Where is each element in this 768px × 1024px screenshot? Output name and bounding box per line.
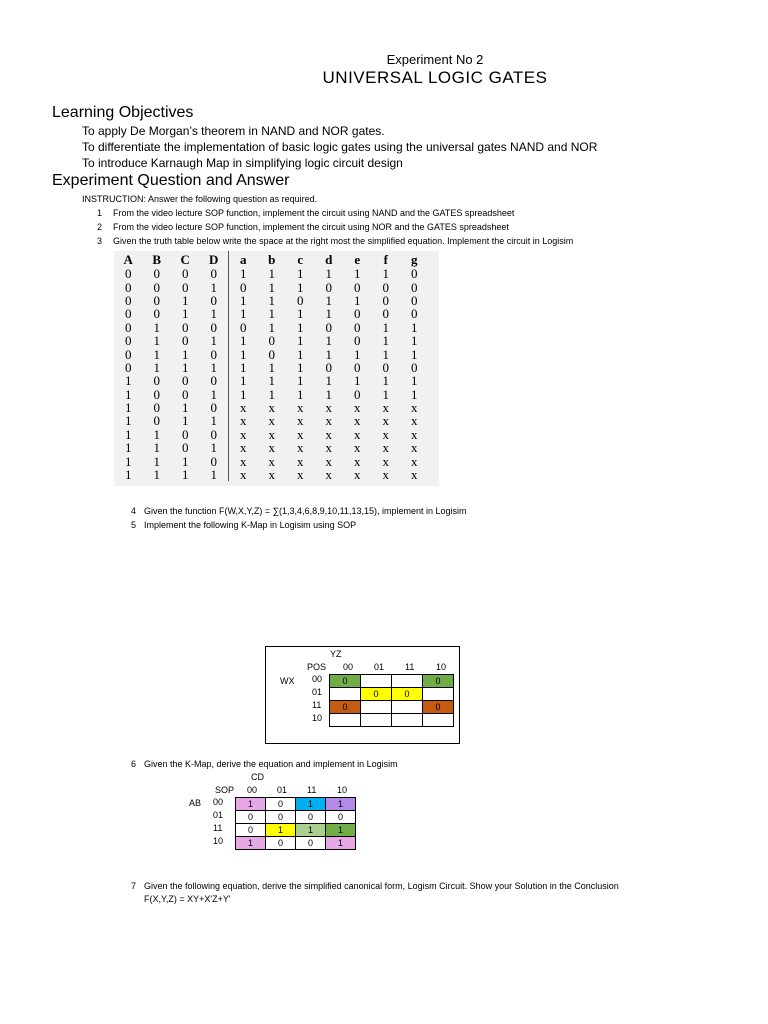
- truth-table-cell: 1: [354, 266, 361, 282]
- truth-table-cell: 1: [229, 294, 258, 307]
- truth-table-cell: 1: [210, 413, 217, 429]
- truth-table-cell: 1: [125, 467, 132, 483]
- table-row: [114, 280, 429, 293]
- truth-table-cell: 1: [382, 386, 389, 402]
- truth-table-header: A: [123, 251, 133, 267]
- question-text: From the video lecture SOP function, implement the circuit using NOR and the GATES spreadsheet: [113, 222, 509, 232]
- truth-table-cell: 0: [382, 359, 389, 375]
- truth-table-header: D: [209, 251, 219, 267]
- truth-table-cell: x: [354, 413, 361, 429]
- kmap-cell: [422, 713, 454, 727]
- kmap-cell: [329, 687, 361, 701]
- truth-table-cell: 1: [411, 333, 418, 349]
- truth-table-cell: 0: [125, 359, 132, 375]
- kmap-cell: 1: [325, 797, 356, 811]
- kmap-cell: [422, 687, 454, 701]
- kmap-cell: 0: [422, 674, 454, 688]
- truth-table-cell: x: [354, 453, 361, 469]
- objective-item: To introduce Karnaugh Map in simplifying logic circuit design: [82, 156, 403, 170]
- truth-table-cell: 1: [182, 467, 189, 483]
- truth-table-header: B: [152, 251, 162, 267]
- truth-table-cell: 1: [354, 292, 361, 308]
- table-row: [114, 334, 429, 347]
- truth-table-cell: 0: [125, 333, 132, 349]
- kmap-cell: 0: [422, 700, 454, 714]
- truth-table-cell: 1: [268, 319, 275, 335]
- truth-table-cell: 0: [210, 426, 217, 442]
- experiment-number: Experiment No 2: [386, 52, 484, 67]
- truth-table-cell: 1: [182, 306, 189, 322]
- truth-table-cell: 0: [411, 359, 418, 375]
- truth-table-cell: 0: [325, 359, 332, 375]
- truth-table-cell: 1: [268, 306, 275, 322]
- truth-table-header: C: [180, 251, 190, 267]
- table-row: [114, 347, 429, 360]
- truth-table-cell: 1: [210, 359, 217, 375]
- truth-table-cell: x: [268, 400, 275, 416]
- kmap-cell: [360, 700, 392, 714]
- question-text: From the video lecture SOP function, implement the circuit using NAND and the GATES spreadsheet: [113, 208, 515, 218]
- question-number: 2: [96, 222, 102, 232]
- truth-table-cell: 0: [210, 373, 217, 389]
- truth-table-cell: 0: [125, 266, 132, 282]
- truth-table-cell: 0: [210, 319, 217, 335]
- truth-table-cell: 1: [354, 373, 361, 389]
- truth-table-cell: 0: [153, 292, 160, 308]
- truth-table-header: b: [268, 251, 276, 267]
- truth-table-cell: 1: [297, 359, 304, 375]
- kmap-cell: 1: [235, 797, 266, 811]
- truth-table-cell: 1: [210, 279, 217, 295]
- truth-table-cell: 1: [382, 373, 389, 389]
- truth-table-cell: x: [382, 467, 389, 483]
- kmap-cell: 0: [329, 674, 361, 688]
- truth-table-cell: x: [354, 467, 361, 483]
- table-row: [114, 414, 429, 427]
- truth-table-cell: 1: [125, 386, 132, 402]
- truth-table-cell: x: [354, 426, 361, 442]
- truth-table-cell: 1: [229, 361, 258, 374]
- truth-table-cell: 1: [182, 292, 189, 308]
- kmap-corner: SOP: [215, 785, 235, 795]
- truth-table-cell: x: [411, 413, 418, 429]
- truth-table-cell: 1: [325, 346, 332, 362]
- truth-table-cell: 0: [354, 319, 361, 335]
- truth-table-cell: 0: [153, 413, 160, 429]
- truth-table-cell: x: [297, 467, 304, 483]
- kmap-cell: 0: [391, 687, 423, 701]
- truth-table-header: e: [354, 251, 361, 267]
- truth-table-cell: x: [354, 440, 361, 456]
- table-row: [114, 454, 429, 467]
- truth-table-cell: 0: [125, 306, 132, 322]
- question-text: Given the K-Map, derive the equation and implement in Logisim: [144, 759, 398, 769]
- truth-table-cell: x: [229, 401, 258, 414]
- truth-table-cell: x: [382, 453, 389, 469]
- truth-table-cell: 1: [125, 400, 132, 416]
- truth-table-cell: x: [382, 426, 389, 442]
- truth-table-cell: x: [297, 453, 304, 469]
- kmap-row-label: 10: [213, 836, 224, 846]
- truth-table-cell: 0: [182, 426, 189, 442]
- truth-table-header: f: [383, 251, 388, 267]
- truth-table-cell: 0: [354, 386, 361, 402]
- truth-table-cell: 0: [354, 359, 361, 375]
- truth-table-cell: 1: [125, 373, 132, 389]
- truth-table-cell: 1: [210, 440, 217, 456]
- truth-table-cell: 0: [125, 279, 132, 295]
- kmap-col-label: 11: [307, 785, 317, 795]
- question-number: 6: [130, 759, 136, 769]
- truth-table-cell: x: [411, 400, 418, 416]
- truth-table-cell: x: [325, 440, 332, 456]
- kmap-cell: 0: [295, 836, 326, 850]
- truth-table-cell: 1: [297, 333, 304, 349]
- truth-table-cell: 0: [182, 386, 189, 402]
- truth-table-cell: 1: [411, 346, 418, 362]
- kmap-cell: 1: [265, 823, 296, 837]
- truth-table-cell: 0: [411, 306, 418, 322]
- truth-table-cell: 1: [354, 346, 361, 362]
- truth-table-cell: 0: [182, 266, 189, 282]
- truth-table-cell: 1: [182, 453, 189, 469]
- truth-table-cell: 1: [125, 453, 132, 469]
- truth-table-cell: 1: [229, 267, 258, 280]
- kmap-cell: [329, 713, 361, 727]
- truth-table-cell: 1: [125, 413, 132, 429]
- truth-table-cell: 1: [297, 386, 304, 402]
- kmap-row-label: 10: [312, 713, 323, 723]
- truth-table-cell: x: [325, 467, 332, 483]
- table-row: [114, 307, 429, 320]
- truth-table-cell: 0: [382, 306, 389, 322]
- truth-table-cell: 0: [125, 319, 132, 335]
- truth-table-cell: 1: [210, 467, 217, 483]
- truth-table-cell: 0: [411, 266, 418, 282]
- question-number: 5: [130, 520, 136, 530]
- kmap-row-var: WX: [280, 676, 295, 686]
- truth-table-cell: 1: [268, 386, 275, 402]
- kmap-row-label: 00: [213, 797, 224, 807]
- kmap-cell: 0: [265, 797, 296, 811]
- question-number: 1: [96, 208, 102, 218]
- truth-table-cell: 1: [210, 386, 217, 402]
- kmap-row-label: 01: [213, 810, 224, 820]
- truth-table-cell: 0: [382, 279, 389, 295]
- truth-table-cell: x: [382, 400, 389, 416]
- truth-table-cell: 0: [325, 319, 332, 335]
- truth-table-cell: 0: [268, 333, 275, 349]
- truth-table-cell: 1: [297, 266, 304, 282]
- kmap-cell: 1: [295, 823, 326, 837]
- truth-table-cell: 1: [125, 440, 132, 456]
- kmap-cell: 0: [360, 687, 392, 701]
- truth-table-cell: 1: [297, 373, 304, 389]
- truth-table-cell: x: [229, 454, 258, 467]
- truth-table-cell: 0: [153, 266, 160, 282]
- truth-table-cell: 1: [182, 400, 189, 416]
- truth-table-cell: x: [268, 453, 275, 469]
- truth-table-cell: x: [297, 426, 304, 442]
- table-row: [114, 321, 429, 334]
- kmap-cell: [391, 674, 423, 688]
- truth-table-cell: x: [229, 428, 258, 441]
- kmap-cell: 0: [329, 700, 361, 714]
- truth-table-cell: 0: [297, 292, 304, 308]
- equation-text: F(X,Y,Z) = XY+X'Z+Y': [144, 894, 231, 904]
- kmap-cell: 1: [325, 823, 356, 837]
- truth-table-cell: 1: [229, 334, 258, 347]
- table-row: [114, 388, 429, 401]
- truth-table-header: c: [297, 251, 304, 267]
- truth-table-cell: 0: [354, 306, 361, 322]
- truth-table-cell: 1: [382, 319, 389, 335]
- truth-table-cell: 0: [411, 292, 418, 308]
- truth-table-cell: 0: [210, 266, 217, 282]
- truth-table-cell: x: [411, 453, 418, 469]
- truth-table-cell: 1: [182, 359, 189, 375]
- kmap-col-var: CD: [251, 772, 264, 782]
- kmap-col-var: YZ: [330, 649, 342, 659]
- truth-table-cell: 1: [297, 279, 304, 295]
- kmap-cell: 0: [235, 810, 266, 824]
- truth-table-cell: 0: [125, 346, 132, 362]
- truth-table-cell: x: [297, 413, 304, 429]
- kmap-pos: [265, 646, 460, 744]
- kmap-cell: 1: [235, 836, 266, 850]
- kmap-cell: 0: [295, 810, 326, 824]
- truth-table-cell: 1: [325, 333, 332, 349]
- question-text: Implement the following K-Map in Logisim using SOP: [144, 520, 357, 530]
- truth-table-cell: 1: [153, 453, 160, 469]
- truth-table-cell: 0: [210, 346, 217, 362]
- truth-table-cell: 1: [382, 346, 389, 362]
- truth-table-cell: 1: [268, 266, 275, 282]
- truth-table-cell: 1: [182, 346, 189, 362]
- kmap-col-label: 01: [374, 662, 385, 672]
- truth-table-cell: 1: [325, 373, 332, 389]
- truth-table-cell: x: [268, 467, 275, 483]
- truth-table-cell: 1: [297, 306, 304, 322]
- truth-table-cell: 1: [325, 266, 332, 282]
- truth-table-cell: 1: [229, 347, 258, 360]
- question-number: 7: [130, 881, 136, 891]
- truth-table-cell: 1: [268, 359, 275, 375]
- truth-table-cell: 0: [182, 279, 189, 295]
- truth-table-cell: x: [325, 453, 332, 469]
- truth-table-cell: 1: [153, 333, 160, 349]
- truth-table-cell: 0: [210, 453, 217, 469]
- truth-table-cell: 1: [229, 388, 258, 401]
- truth-table-cell: 0: [325, 279, 332, 295]
- truth-table-cell: 0: [382, 292, 389, 308]
- question-number: 3: [96, 236, 102, 246]
- truth-table-cell: x: [297, 440, 304, 456]
- truth-table-cell: 1: [153, 467, 160, 483]
- table-row: [114, 361, 429, 374]
- kmap-cell: 1: [295, 797, 326, 811]
- truth-table-cell: 0: [182, 373, 189, 389]
- truth-table-cell: 0: [182, 333, 189, 349]
- truth-table-cell: x: [325, 426, 332, 442]
- table-row: [114, 294, 429, 307]
- kmap-col-label: 11: [405, 662, 415, 672]
- kmap-cell: [391, 700, 423, 714]
- truth-table-cell: 1: [182, 413, 189, 429]
- truth-table-cell: 1: [411, 373, 418, 389]
- truth-table-cell: 1: [268, 279, 275, 295]
- table-row: [114, 428, 429, 441]
- truth-table-cell: 0: [153, 306, 160, 322]
- table-row: [114, 401, 429, 414]
- kmap-row-label: 11: [213, 823, 223, 833]
- truth-table-cell: x: [229, 468, 258, 481]
- kmap-cell: 0: [235, 823, 266, 837]
- truth-table-cell: 0: [210, 400, 217, 416]
- truth-table-cell: x: [411, 467, 418, 483]
- truth-table-cell: x: [354, 400, 361, 416]
- truth-table-cell: 1: [153, 426, 160, 442]
- truth-table-cell: 0: [229, 280, 258, 293]
- truth-table-cell: x: [411, 426, 418, 442]
- kmap-cell: 0: [325, 810, 356, 824]
- truth-table-cell: x: [297, 400, 304, 416]
- truth-table-cell: 0: [153, 373, 160, 389]
- truth-table-cell: 0: [153, 400, 160, 416]
- truth-table-cell: x: [268, 426, 275, 442]
- kmap-row-label: 00: [312, 674, 323, 684]
- kmap-col-label: 10: [436, 662, 447, 672]
- truth-table-cell: 0: [153, 279, 160, 295]
- truth-table-cell: 0: [182, 440, 189, 456]
- truth-table-cell: 1: [153, 440, 160, 456]
- kmap-cell: [360, 674, 392, 688]
- truth-table-cell: 1: [411, 319, 418, 335]
- truth-table-cell: 0: [229, 321, 258, 334]
- truth-table-cell: 1: [325, 386, 332, 402]
- truth-table: [114, 251, 439, 486]
- truth-table-cell: x: [382, 413, 389, 429]
- kmap-row-label: 01: [312, 687, 323, 697]
- truth-table-cell: 1: [229, 374, 258, 387]
- table-row: [114, 468, 429, 481]
- truth-table-cell: 0: [210, 292, 217, 308]
- truth-table-cell: 0: [411, 279, 418, 295]
- truth-table-cell: x: [268, 440, 275, 456]
- kmap-cell: 1: [325, 836, 356, 850]
- truth-table-cell: 0: [268, 346, 275, 362]
- truth-table-cell: x: [268, 413, 275, 429]
- truth-table-cell: 1: [268, 373, 275, 389]
- objective-item: To differentiate the implementation of basic logic gates using the universal gates NAND and NOR: [82, 140, 598, 154]
- table-row: [114, 374, 429, 387]
- kmap-row-var: AB: [189, 798, 202, 808]
- truth-table-cell: x: [229, 441, 258, 454]
- kmap-cell: 0: [265, 836, 296, 850]
- truth-table-cell: 1: [297, 319, 304, 335]
- question-text: Given the truth table below write the space at the right most the simplified equation. Implement the circuit in Logisim: [113, 236, 574, 246]
- kmap-sop: [185, 770, 385, 860]
- truth-table-cell: 1: [325, 306, 332, 322]
- instruction-text: INSTRUCTION: Answer the following question as required.: [82, 194, 318, 204]
- truth-table-cell: 1: [210, 306, 217, 322]
- truth-table-cell: 0: [153, 386, 160, 402]
- truth-table-cell: x: [411, 440, 418, 456]
- kmap-row-label: 11: [312, 700, 322, 710]
- truth-table-cell: 1: [382, 266, 389, 282]
- truth-table-cell: 1: [268, 292, 275, 308]
- kmap-col-label: 01: [277, 785, 288, 795]
- question-text: Given the function F(W,X,Y,Z) = ∑(1,3,4,6,8,9,10,11,13,15), implement in Logisim: [144, 506, 467, 516]
- kmap-cell: 0: [265, 810, 296, 824]
- kmap-cell: [391, 713, 423, 727]
- truth-table-cell: 0: [354, 333, 361, 349]
- truth-table-cell: 0: [182, 319, 189, 335]
- truth-table-cell: 1: [229, 307, 258, 320]
- truth-table-cell: 1: [297, 346, 304, 362]
- truth-table-cell: 1: [153, 346, 160, 362]
- truth-table-cell: 1: [153, 319, 160, 335]
- truth-table-cell: 0: [354, 279, 361, 295]
- table-row: [114, 267, 429, 280]
- truth-table-header: g: [411, 251, 418, 267]
- questions-heading: Experiment Question and Answer: [52, 172, 290, 189]
- kmap-col-label: 10: [337, 785, 348, 795]
- truth-table-cell: x: [382, 440, 389, 456]
- truth-table-cell: 1: [325, 292, 332, 308]
- truth-table-cell: x: [325, 413, 332, 429]
- objectives-heading: Learning Objectives: [52, 104, 194, 121]
- question-text: Given the following equation, derive the simplified canonical form, Logism Circuit. Show your Solution in the Conclusion: [144, 881, 619, 891]
- truth-table-cell: 1: [382, 333, 389, 349]
- page-title: UNIVERSAL LOGIC GATES: [322, 68, 548, 87]
- question-number: 4: [130, 506, 136, 516]
- kmap-col-label: 00: [247, 785, 258, 795]
- truth-table-cell: 1: [210, 333, 217, 349]
- truth-table-header: d: [325, 251, 333, 267]
- truth-table-cell: 1: [125, 426, 132, 442]
- truth-table-cell: 1: [411, 386, 418, 402]
- truth-table-cell: 1: [153, 359, 160, 375]
- truth-table-cell: x: [229, 414, 258, 427]
- truth-table-header: a: [229, 251, 258, 267]
- kmap-cell: [360, 713, 392, 727]
- kmap-col-label: 00: [343, 662, 354, 672]
- objective-item: To apply De Morgan’s theorem in NAND and NOR gates.: [82, 124, 385, 138]
- truth-table-cell: x: [325, 400, 332, 416]
- truth-table-cell: 0: [125, 292, 132, 308]
- kmap-corner: POS: [307, 662, 327, 672]
- table-row: [114, 441, 429, 454]
